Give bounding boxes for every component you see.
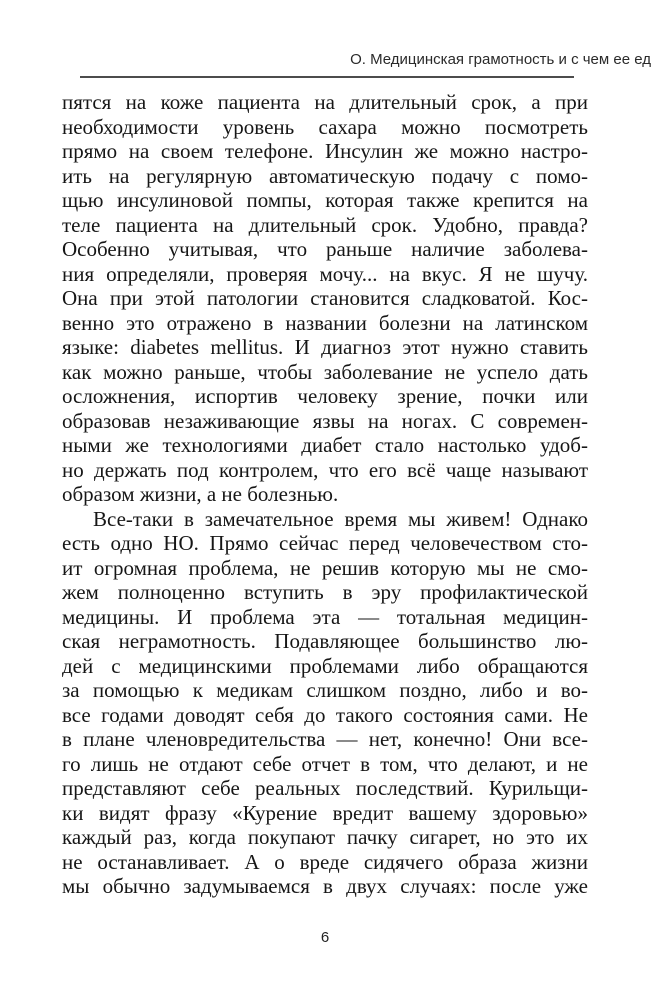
- text-line: ить на регулярную автоматическую подачу с помо-: [62, 163, 588, 188]
- text-line: необходимости уровень сахара можно посмотреть: [62, 114, 588, 139]
- text-line: Она при этой патологии становится сладковатой. Кос-: [62, 286, 588, 310]
- text-line: как можно раньше, чтобы заболевание не успело дать: [62, 359, 588, 384]
- text-line: дей с медицинскими проблемами либо обращаются: [62, 653, 588, 678]
- text-line: языке: diabetes mellitus. И диагноз этот нужно ставить: [62, 335, 588, 359]
- text-line: есть одно НО. Прямо сейчас перед человечеством сто-: [62, 531, 588, 555]
- text-line: представляют себе реальных последствий. Курильщи-: [62, 776, 588, 800]
- text-line: го лишь не отдают себе отчет в том, что делают, и не: [62, 751, 588, 776]
- text-line: не останавливает. А о вреде сидячего образа жизни: [62, 849, 588, 874]
- text-line: пятся на коже пациента на длительный срок, а при: [62, 90, 588, 114]
- text-line: образовав незаживающие язвы на ногах. С современ-: [62, 408, 588, 433]
- page-number: 6: [320, 929, 330, 946]
- text-line: ными же технологиями диабет стало настолько удоб-: [62, 433, 588, 457]
- text-line: Особенно учитывая, что раньше наличие заболева-: [62, 237, 588, 261]
- body-text: [62, 90, 588, 899]
- text-line: мы обычно задумываемся в двух случаях: после уже: [62, 874, 588, 898]
- text-line: ки видят фразу «Курение вредит вашему здоровью»: [62, 800, 588, 825]
- text-line: за помощью к медикам слишком поздно, либо и во-: [62, 678, 588, 702]
- text-line: прямо на своем телефоне. Инсулин же можно настро-: [62, 139, 588, 163]
- text-line: образом жизни, а не болезнью.: [62, 482, 339, 506]
- text-line: но держать под контролем, что его всё чаще называют: [62, 457, 588, 482]
- text-line: Все-таки в замечательное время мы живем! Однако: [93, 506, 588, 531]
- text-line: все годами доводят себя до такого состояния сами. Не: [62, 702, 588, 727]
- text-line: осложнения, испортив человеку зрение, почки или: [62, 384, 588, 408]
- text-line: медицины. И проблема эта — тотальная медицин-: [62, 604, 588, 629]
- text-line: ит огромная проблема, не решив которую мы не смо-: [62, 555, 588, 580]
- running-header: О. Медицинская грамотность и с чем ее ед: [350, 51, 651, 68]
- text-line: жем полноценно вступить в эру профилактической: [62, 580, 588, 604]
- text-line: щью инсулиновой помпы, которая также крепится на: [62, 188, 588, 212]
- text-line: в плане членовредительства — нет, конечно! Они все-: [62, 727, 588, 751]
- text-line: ская неграмотность. Подавляющее большинство лю-: [62, 629, 588, 653]
- header-rule: [80, 76, 574, 78]
- text-line: ния определяли, проверяя мочу... на вкус. Я не шучу.: [62, 261, 588, 286]
- text-line: каждый раз, когда покупают пачку сигарет, но это их: [62, 825, 588, 849]
- text-line: теле пациента на длительный срок. Удобно, правда?: [62, 212, 588, 237]
- text-line: венно это отражено в названии болезни на латинском: [62, 310, 588, 335]
